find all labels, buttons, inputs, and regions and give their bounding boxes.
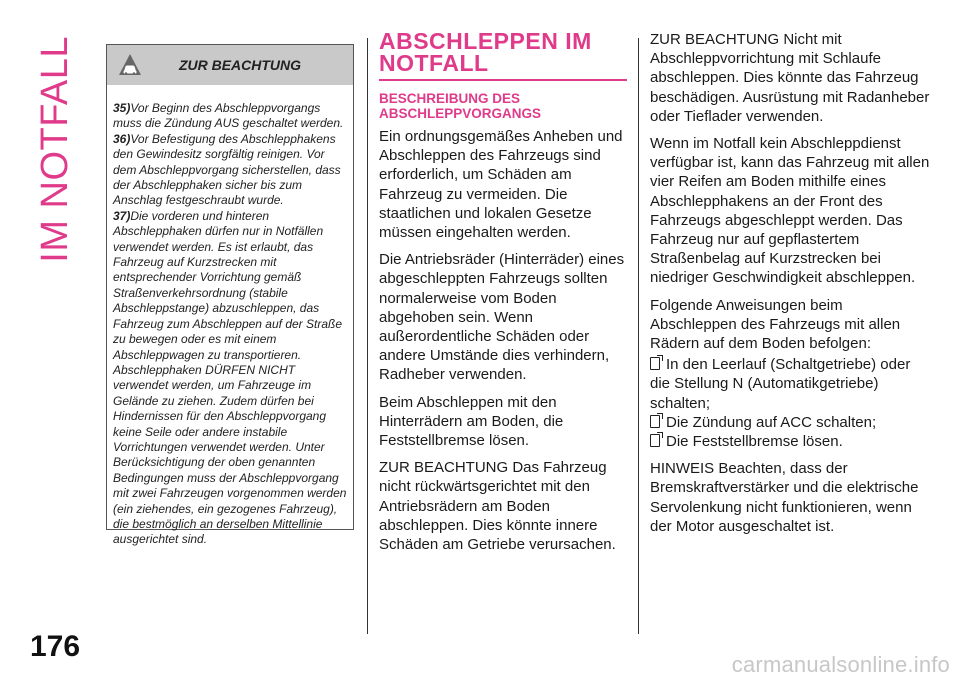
watermark: carmanualsonline.info <box>731 652 950 677</box>
checkbox-bullet-icon <box>650 434 660 447</box>
section-heading-line: NOTFALL <box>379 50 489 76</box>
warning-box <box>106 44 354 547</box>
warning-item <box>113 101 349 132</box>
warning-title: ZUR BEACHTUNG <box>178 57 302 73</box>
warning-item-text: Vor Befestigung des Abschlepphakens den Gewindesitz sorgfältig reinigen. Vor dem Abschleppvorgang sicherstellen, dass der Abschlepphaken sicher bis zum Anschlag festgeschraubt wurde. <box>113 131 341 208</box>
list-item-text: In den Leerlauf (Schaltgetriebe) oder die Stellung N (Automatikgetriebe) schalten; <box>650 356 911 412</box>
list-item <box>650 413 932 432</box>
warning-car-icon <box>117 52 143 78</box>
paragraph: Beim Abschleppen mit den Hinterrädern am Boden, die Feststellbremse lösen. <box>379 393 564 450</box>
warning-body <box>107 85 353 548</box>
list-item-text: Die Zündung auf ACC schalten; <box>666 413 877 431</box>
warning-item <box>113 209 349 548</box>
paragraph: Wenn im Notfall kein Abschleppdienst verfügbar ist, kann das Fahrzeug mit allen vier Reifen am Boden mithilfe eines Abschlepphakens an der Front des Fahrzeugs abgeschleppt werden. Das Fahrzeug nur auf gepflastertem Straßenbelag auf Kurzstrecken bei niedriger Geschwindigkeit abschleppen. <box>650 135 930 287</box>
column-divider-left <box>367 38 368 634</box>
list-item-text: Die Feststellbremse lösen. <box>666 433 843 451</box>
checkbox-bullet-icon <box>650 415 660 428</box>
paragraph: ZUR BEACHTUNG Nicht mit Abschleppvorrichtung mit Schlaufe abschleppen. Dies könnte das Fahrzeug beschädigen. Ausrüstung mit Radanheber oder Tieflader verwenden. <box>650 31 930 125</box>
warning-item-number: 37) <box>113 208 131 223</box>
warning-item-number: 36) <box>113 131 131 146</box>
list-item <box>650 355 932 413</box>
section-side-title <box>34 36 82 396</box>
paragraph: HINWEIS Beachten, dass der Bremskraftverstärker und die elektrische Servolenkung nicht funktionieren, wenn der Motor ausgeschaltet ist. <box>650 460 919 535</box>
column-divider-right <box>638 38 639 634</box>
content-column-right <box>650 30 932 544</box>
checkbox-bullet-icon <box>650 357 660 370</box>
paragraph: ZUR BEACHTUNG Das Fahrzeug nicht rückwärtsgerichtet mit den Antriebsrädern am Boden abschleppen. Dies könnte innere Schäden am Getriebe verursachen. <box>379 459 616 554</box>
warning-item-text: Vor Beginn des Abschleppvorgangs muss die Zündung AUS geschaltet werden. <box>113 101 344 131</box>
paragraph: Folgende Anweisungen beim Abschleppen des Fahrzeugs mit allen Rädern auf dem Boden befolgen: <box>650 296 901 353</box>
heading-rule <box>379 79 627 81</box>
warning-item-number: 35) <box>113 101 131 115</box>
side-title-text: IM NOTFALL <box>34 36 76 263</box>
list-item <box>650 432 932 451</box>
warning-item-text: Die vorderen und hinteren Abschlepphaken dürfen nur in Notfällen verwendet werden. Es ist erlaubt, das Fahrzeug auf Kurzstrecken mit entsprechender Vorrichtung gemäß Straßenverkehrsordnung (stabile Abschleppstange) abzuschleppen, das Fahrzeug zum Abschleppen auf der Straße zu bewegen oder es mit einem Abschleppwagen zu transportieren. Abschlepphaken DÜRFEN NICHT verwendet werden, um Fahrzeuge im Gelände zu ziehen. Zudem dürfen bei Hindernissen für den Abschleppvorgang keine Seile oder andere instabile Vorrichtungen verwendet werden. Unter Berücksichtigung der oben genannten Bedingungen muss der Abschleppvorgang mit zwei Fahrzeugen vorgenommen werden (ein ziehendes, ein gezogenes Fahrzeug), die bestmöglich an derselben Mittellinie ausgerichtet sind. <box>113 208 347 547</box>
content-column-middle <box>379 30 625 562</box>
body-text <box>379 127 625 554</box>
section-heading-line: ABSCHLEPPEN IM <box>379 28 592 54</box>
warning-item <box>113 132 349 209</box>
section-heading <box>379 30 625 74</box>
page-number: 176 <box>30 630 81 663</box>
sub-heading: BESCHREIBUNG DES ABSCHLEPPVORGANGS <box>379 91 542 121</box>
instruction-list <box>650 355 932 451</box>
warning-header <box>107 45 353 85</box>
paragraph: Ein ordnungsgemäßes Anheben und Abschleppen des Fahrzeugs sind erforderlich, um Schäden am Fahrzeug zu vermeiden. Die staatlichen und lokalen Gesetze müssen eingehalten werden. <box>379 128 623 242</box>
paragraph: Die Antriebsräder (Hinterräder) eines abgeschleppten Fahrzeugs sollten normalerweise vom Boden abgehoben sein. Wenn außerordentliche Schäden oder andere Umstände dies verhindern, Radheber verwenden. <box>379 251 625 384</box>
